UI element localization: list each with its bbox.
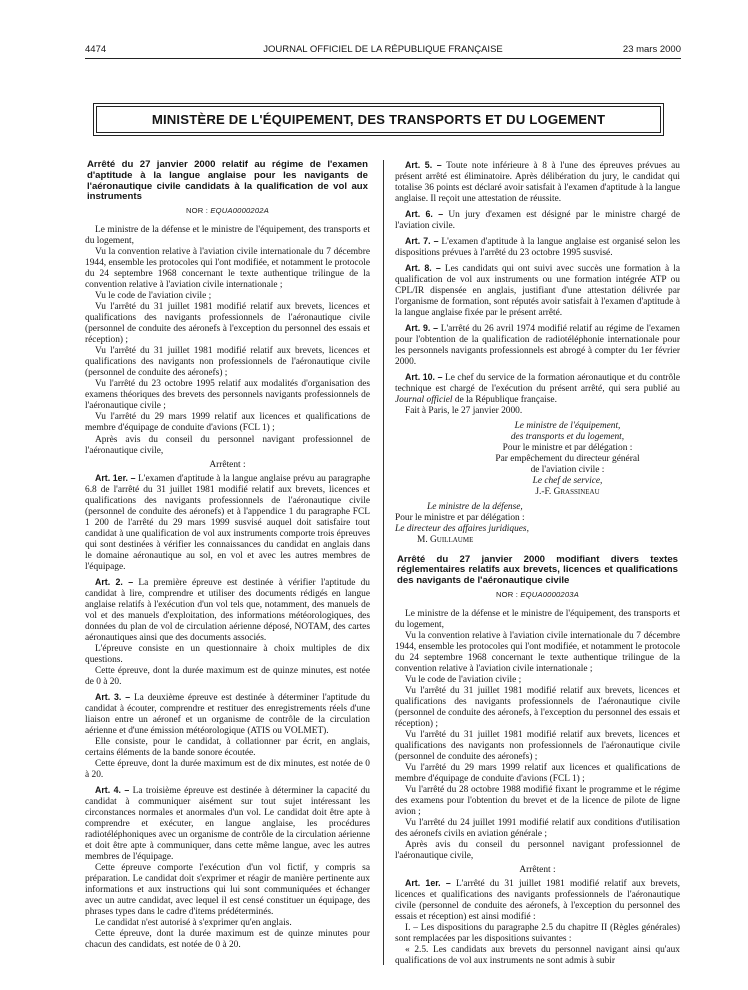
preamble-paragraph: Vu l'arrêté du 24 juillet 1991 modifié relatif aux conditions d'utilisation des aéronefs civils en aviation générale ; bbox=[395, 818, 680, 840]
preamble-paragraph: Vu l'arrêté du 23 octobre 1995 relatif aux modalités d'organisation des examens théoriques des brevets des personnels navigants professionnels de l'aéronautique civile ; bbox=[85, 379, 370, 412]
signature-line: Par empêchement du directeur général bbox=[495, 454, 640, 465]
article-paragraph: L'épreuve consiste en un questionnaire à choix multiples de dix questions. bbox=[85, 643, 370, 665]
arretent-heading: Arrêtent : bbox=[209, 459, 246, 470]
preamble-paragraph: Le ministre de la défense et le ministre de l'équipement, des transports et du logement, bbox=[85, 225, 370, 247]
header-rule bbox=[85, 58, 681, 59]
signature-line: des transports et du logement, bbox=[510, 432, 625, 443]
preamble-paragraph: Vu l'arrêté du 29 mars 1999 relatif aux licences et qualifications de membre d'équipage de conduite d'avions (FCL 1) ; bbox=[85, 412, 370, 434]
journal-title: JOURNAL OFFICIEL DE LA RÉPUBLIQUE FRANÇAISE bbox=[263, 44, 503, 55]
page-header bbox=[85, 44, 681, 58]
article-paragraph: Cette épreuve, dont la durée maximum est de quinze minutes pour chacun des candidats, est notée de 0 à 20. bbox=[85, 929, 370, 951]
left-column bbox=[85, 160, 370, 951]
preamble-paragraph: Vu la convention relative à l'aviation civile internationale du 7 décembre 1944, ensemble les protocoles qui l'ont modifiée, et notamment le protocole du 24 septembre 1968 concernant le texte authentique trilingue de la convention relative à l'aviation civile internationale ; bbox=[85, 247, 370, 291]
nor-reference bbox=[395, 589, 680, 600]
issue-date: 23 mars 2000 bbox=[622, 44, 681, 55]
article-label: Art. 7. – bbox=[405, 236, 439, 247]
preamble-paragraph: Après avis du conseil du personnel navigant professionnel de l'aéronautique civile, bbox=[395, 840, 680, 862]
signatory-name: M. Guillaume bbox=[417, 535, 474, 546]
nor-label: NOR : bbox=[496, 589, 519, 599]
signature-block-equipment bbox=[455, 421, 680, 498]
article-label: Art. 8. – bbox=[405, 263, 441, 274]
preamble-paragraph: Vu l'arrêté du 31 juillet 1981 modifié relatif aux brevets, licences et qualifications des navigants professionnels de l'aéronautique civile (personnel de conduite des aéronefs à l'exception du personnel des essais et réception) ; bbox=[85, 302, 370, 346]
signature-line: Pour le ministre et par délégation : bbox=[395, 513, 525, 524]
column-divider bbox=[383, 160, 384, 965]
article-3: Art. 3. – La deuxième épreuve est destinée à déterminer l'aptitude du candidat à écouter, comprendre et restituer des enregistrements réels d'une liaison entre un aéronef et un organisme de contrôle de la circulation aérienne et d'une émission météorologique (ATIS ou VOLMET). bbox=[85, 691, 370, 736]
signature-line: Le ministre de l'équipement, bbox=[514, 421, 621, 432]
article-label: Art. 3. – bbox=[95, 691, 131, 702]
preamble-paragraph: Vu l'arrêté du 31 juillet 1981 modifié relatif aux brevets, licences et qualifications des navigants professionnels de l'aéronautique civile (personnel de conduite des aéronefs, à l'exception du personnel des essais et réception) ; bbox=[395, 686, 680, 730]
article-6: Art. 6. – Un jury d'examen est désigné par le ministre chargé de l'aviation civile. bbox=[395, 209, 680, 232]
preamble-paragraph: Vu le code de l'aviation civile ; bbox=[405, 675, 522, 685]
nor-reference bbox=[85, 205, 370, 216]
preamble-paragraph: Le ministre de la défense et le ministre de l'équipement, des transports et du logement, bbox=[395, 608, 680, 630]
article-paragraph: Elle consiste, pour le candidat, à collationner par écrit, en anglais, certains éléments de la bande sonore écoutée. bbox=[85, 736, 370, 758]
preamble-paragraph: Vu l'arrêté du 29 mars 1999 relatif aux licences et qualifications de membre d'équipage de conduite d'avions (FCL 1) ; bbox=[395, 763, 680, 785]
preamble-paragraph: Vu le code de l'aviation civile ; bbox=[95, 291, 212, 302]
preamble-paragraph: Après avis du conseil du personnel navigant professionnel de l'aéronautique civile, bbox=[85, 434, 370, 456]
article-label: Art. 1er. – bbox=[95, 472, 136, 483]
signature-line: Le chef de service, bbox=[532, 476, 603, 487]
arretent-heading: Arrêtent : bbox=[519, 865, 556, 876]
ministry-banner-text: MINISTÈRE DE L'ÉQUIPEMENT, DES TRANSPORTS ET DU LOGEMENT bbox=[96, 106, 661, 133]
preamble-paragraph: Vu l'arrêté du 31 juillet 1981 modifié relatif aux brevets, licences et qualifications des navigants non professionnels de l'aéronautique civile (personnel de conduite des aéronefs) ; bbox=[395, 730, 680, 763]
article-2: Art. 2. – La première épreuve est destinée à vérifier l'aptitude du candidat à lire, comprendre et utiliser des documents rédigés en langue anglaise relatifs à l'exécution d'un vol tels que, notamment, des manuels de vol et des manuels d'exploitation, des informations météorologiques, des données du plan de vol de circulation aérienne déposé, NOTAM, des cartes aéronautiques ainsi que des documents associés. bbox=[85, 576, 370, 643]
signatory-name: J.-F. Grassineau bbox=[535, 487, 600, 498]
page-number: 4474 bbox=[85, 44, 107, 55]
signature-line: de l'aviation civile : bbox=[530, 465, 605, 476]
article-label: Art. 6. – bbox=[405, 209, 444, 220]
nor-label: NOR : bbox=[186, 206, 209, 216]
article-7: Art. 7. – L'examen d'aptitude à la langue anglaise est organisé selon les dispositions prévues à l'arrêté du 23 octobre 1995 susvisé. bbox=[395, 236, 680, 259]
decree-title: Arrêté du 27 janvier 2000 relatif au régime de l'examen d'aptitude à la langue anglaise pour les navigants de l'aéronautique civile candidats à la qualification de vol aux instruments bbox=[87, 159, 368, 203]
preamble-paragraph: Vu l'arrêté du 31 juillet 1981 modifié relatif aux brevets, licences et qualifications des navigants non professionnels de l'aéronautique civile (personnel de conduite des aéronefs) ; bbox=[85, 346, 370, 379]
article-8: Art. 8. – Les candidats qui ont suivi avec succès une formation à la qualification de vol aux instruments ou une formation intégrée ATP ou CPL/IR dispensée en anglais, justifiant d'une attestation délivrée par l'organisme de formation, sont réputés avoir satisfait à l'examen d'aptitude à la langue anglaise fixée par le présent arrêté. bbox=[395, 263, 680, 319]
article-10: Art. 10. – Le chef du service de la formation aéronautique et du contrôle technique est chargé de l'exécution du présent arrêté, qui sera publié au Journal officiel de la République française. bbox=[395, 372, 680, 406]
article-label: Art. 9. – bbox=[405, 323, 439, 334]
article-label: Art. 4. – bbox=[95, 784, 130, 795]
done-at: Fait à Paris, le 27 janvier 2000. bbox=[405, 406, 523, 417]
article-9: Art. 9. – L'arrêté du 26 avril 1974 modifié relatif au régime de l'examen pour l'obtention de la qualification de radiotéléphonie internationale pour les personnels navigants professionnels est abrogé à compter du 1er février 2000. bbox=[395, 323, 680, 368]
article-5: Art. 5. – Toute note inférieure à 8 à l'une des épreuves prévues au présent arrêté est éliminatoire. Après délibération du jury, le candidat qui totalise 36 points est déclaré avoir satisfait à l'examen d'aptitude à la langue anglaise. Il reçoit une attestation de réussite. bbox=[395, 160, 680, 205]
article-paragraph: I. – Les dispositions du paragraphe 2.5 du chapitre II (Règles générales) sont remplacées par les dispositions suivantes : bbox=[395, 923, 680, 945]
article-4: Art. 4. – La troisième épreuve est destinée à déterminer la capacité du candidat à communiquer aisément sur tout sujet intéressant les circonstances normales et anormales d'un vol. Le candidat doit être apte à comprendre et exécuter, en langue anglaise, les procédures radiotéléphoniques avec un organisme de contrôle de la circulation aérienne et doit être apte à communiquer, dans cette même langue, avec les autres membres de l'équipage. bbox=[85, 784, 370, 863]
preamble-paragraph: Vu la convention relative à l'aviation civile internationale du 7 décembre 1944, ensemble les protocoles qui l'ont modifiée, et notamment le protocole du 24 septembre 1968 concernant le texte authentique trilingue de la convention relative à l'aviation civile internationale ; bbox=[395, 630, 680, 674]
article-paragraph: Le candidat n'est autorisé à s'exprimer qu'en anglais. bbox=[95, 918, 292, 929]
article-paragraph: Cette épreuve, dont la durée maximum est de dix minutes, est notée de 0 à 20. bbox=[85, 758, 370, 780]
preamble-paragraph: Vu l'arrêté du 28 octobre 1988 modifié fixant le programme et le régime des examens pour l'obtention du brevet et de la licence de pilote de ligne avion ; bbox=[395, 785, 680, 818]
article-1: Art. 1er. – L'arrêté du 31 juillet 1981 modifié relatif aux brevets, licences et qualifications des navigants professionnels de l'aéronautique civile (personnel de conduite des aéronefs, à l'exception du personnel des essais et réception) est ainsi modifié : bbox=[395, 878, 680, 923]
signature-line: Le ministre de la défense, bbox=[427, 502, 523, 513]
article-label: Art. 1er. – bbox=[405, 878, 451, 889]
right-column bbox=[395, 160, 680, 967]
ministry-banner bbox=[93, 103, 664, 136]
signature-line: Pour le ministre et par délégation : bbox=[502, 443, 633, 454]
article-paragraph: « 2.5. Les candidats aux brevets du personnel navigant ainsi qu'aux qualifications de vol aux instruments ne sont admis à subir bbox=[395, 945, 680, 967]
decree-title: Arrêté du 27 janvier 2000 modifiant divers textes réglementaires relatifs aux brevets, licences et qualifications des navigants de l'aéronautique civile bbox=[397, 553, 678, 587]
nor-code: EQUA0000202A bbox=[210, 206, 269, 216]
article-label: Art. 5. – bbox=[405, 160, 442, 170]
article-1: Art. 1er. – L'examen d'aptitude à la langue anglaise prévu au paragraphe 6.8 de l'arrêté du 31 juillet 1981 modifié relatif aux brevets, licences et qualifications des navigants professionnels de l'aéronautique civile (personnel de conduite des aéronefs) et à l'appendice 1 du paragraphe FCL 1 200 de l'arrêté du 29 mars 1999 susvisé auquel doit satisfaire tout candidat à une qualification de vol aux instruments comporte trois épreuves qui sont destinées à vérifier les connaissances du candidat en anglais dans le domaine aéronautique au sol, en vol et avec les autres membres de l'équipage. bbox=[85, 472, 370, 572]
signature-line: Le directeur des affaires juridiques, bbox=[395, 524, 529, 535]
article-paragraph: Cette épreuve comporte l'exécution d'un vol fictif, y compris sa préparation. Le candidat doit s'exprimer et réagir de manière pertinente aux informations et aux instructions qui lui sont communiquées et échanger avec un autre candidat, avec lequel il est censé constituer un équipage, des phrases types dans le cadre d'items prédéterminés. bbox=[85, 863, 370, 918]
signature-block-defense bbox=[395, 502, 680, 546]
article-label: Art. 10. – bbox=[405, 372, 443, 383]
article-paragraph: Cette épreuve, dont la durée maximum est de quinze minutes, est notée de 0 à 20. bbox=[85, 665, 370, 687]
nor-code: EQUA0000203A bbox=[520, 589, 579, 599]
article-label: Art. 2. – bbox=[95, 576, 134, 587]
